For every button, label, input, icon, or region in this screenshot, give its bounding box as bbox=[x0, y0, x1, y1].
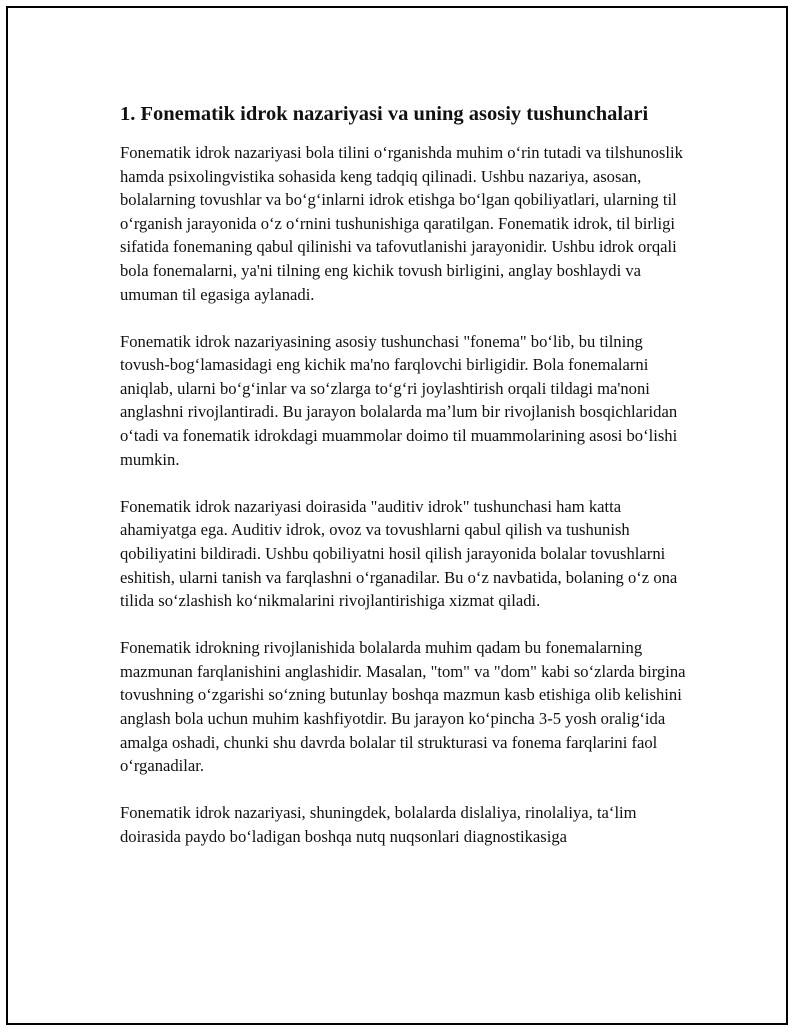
document-page bbox=[6, 6, 788, 1025]
paragraph-5: Fonematik idrok nazariyasi, shuningdek, bolalarda dislaliya, rinolaliya, taʻlim doirasida paydo boʻladigan boshqa nutq nuqsonlari diagnostikasiga bbox=[120, 803, 637, 846]
paragraph-4: Fonematik idrokning rivojlanishida bolalarda muhim qadam bu fonemalarning mazmunan farqlanishini anglashidir. Masalan, "tom" va "dom" kabi soʻzlarda birgina tovushning oʻzgarishi soʻzning butunlay boshqa mazmun kasb etishiga olib kelishini anglash bola uchun muhim kashfiyotdir. Bu jarayon koʻpincha 3-5 yosh oraligʻida amalga oshadi, chunki shu davrda bolalar til strukturasi va fonema farqlarini faol oʻrganadilar. bbox=[120, 638, 686, 776]
document-content bbox=[120, 100, 695, 872]
paragraph-1: Fonematik idrok nazariyasi bola tilini oʻrganishda muhim oʻrin tutadi va tilshunoslik hamda psixolingvistika sohasida keng tadqiq qilinadi. Ushbu nazariya, asosan, bolalarning tovushlar va boʻgʻinlarni idrok etishga boʻlgan qobiliyatlari, ularning til oʻrganish jarayonida oʻz oʻrnini tushunishiga qaratilgan. Fonematik idrok, til birligi sifatida fonemaning qabul qilinishi va tafovutlanishi jarayonidir. Ushbu idrok orqali bola fonemalarni, ya'ni tilning eng kichik tovush birligini, anglay boshlaydi va umuman til egasiga aylanadi. bbox=[120, 143, 683, 304]
section-heading: 1. Fonematik idrok nazariyasi va uning asosiy tushunchalari bbox=[120, 103, 649, 125]
paragraph-2: Fonematik idrok nazariyasining asosiy tushunchasi "fonema" boʻlib, bu tilning tovush-bogʻlamasidagi eng kichik ma'no farqlovchi birligidir. Bola fonemalarni aniqlab, ularni boʻgʻinlar va soʻzlarga toʻgʻri joylashtirish orqali tildagi ma'noni anglashni rivojlantiradi. Bu jarayon bolalarda maʼlum bir rivojlanish bosqichlaridan oʻtadi va fonematik idrokdagi muammolar doimo til muammolarining asosi boʻlishi mumkin. bbox=[120, 331, 678, 469]
paragraph-3: Fonematik idrok nazariyasi doirasida "auditiv idrok" tushunchasi ham katta ahamiyatga ega. Auditiv idrok, ovoz va tovushlarni qabul qilish va tushunish qobiliyatini bildiradi. Ushbu qobiliyatni hosil qilish jarayonida bolalar tovushlarni eshitish, ularni tanish va farqlashni oʻrganadilar. Bu oʻz navbatida, bolaning oʻz ona tilida soʻzlashish koʻnikmalarini rivojlantirishiga xizmat qiladi. bbox=[120, 496, 678, 611]
